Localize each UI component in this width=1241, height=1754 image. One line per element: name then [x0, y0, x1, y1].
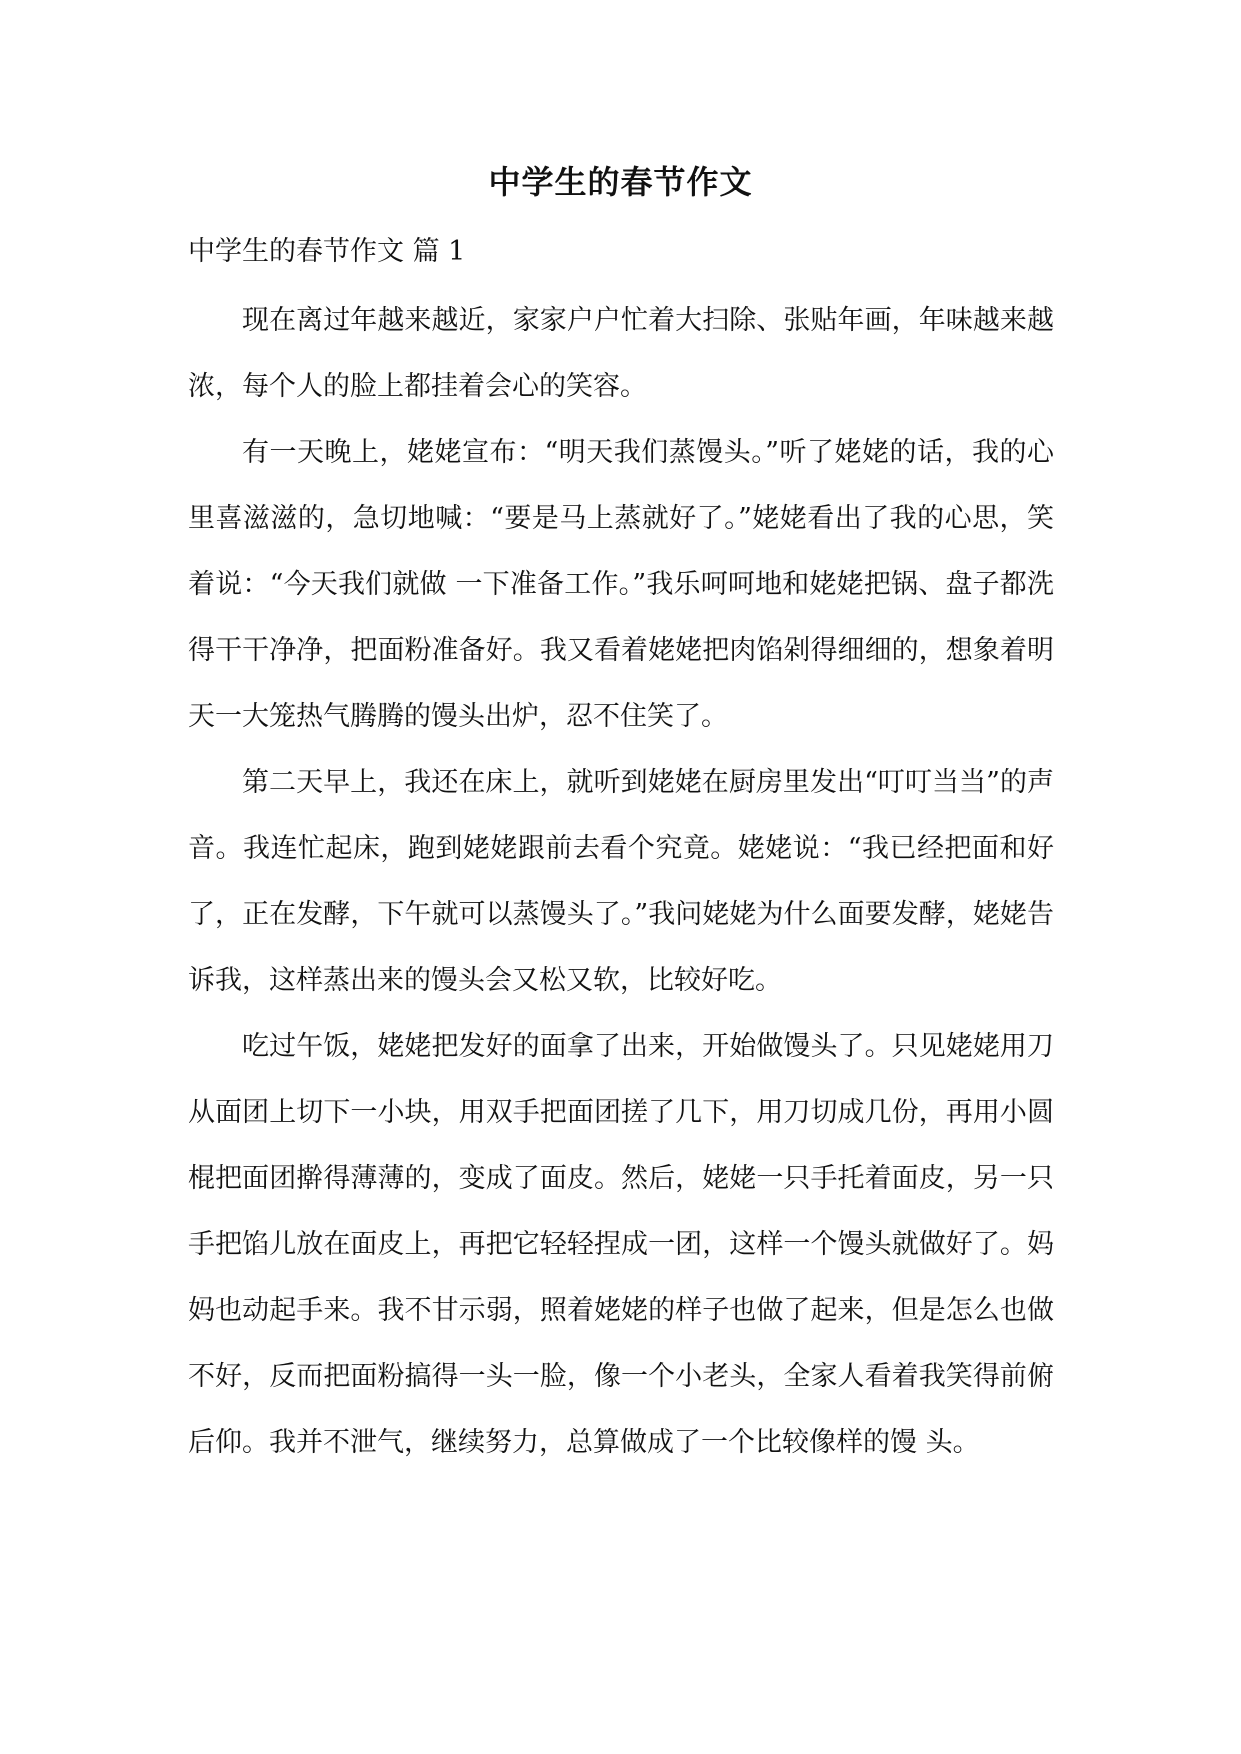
paragraph-1: 现在离过年越来越近，家家户户忙着大扫除、张贴年画，年味越来越浓，每个人的脸上都挂着会心的笑容。: [188, 305, 1054, 402]
paragraph-4: 吃过午饭，姥姥把发好的面拿了出来，开始做馒头了。只见姥姥用刀从面团上切下一小块，用双手把面团搓了几下，用刀切成几份，再用小圆棍把面团擀得薄薄的，变成了面皮。然后，姥姥一只手托着面皮，另一只手把馅儿放在面皮上，再把它轻轻捏成一团，这样一个馒头就做好了。妈妈也动起手来。我不甘示弱，照着姥姥的样子也做了起来，但是怎么也做不好，反而把面粉搞得一头一脸，像一个小老头，全家人看着我笑得前俯后仰。我并不泄气，继续努力，总算做成了一个比较像样的馒 头。: [188, 1031, 1054, 1458]
paragraph-2: 有一天晚上，姥姥宣布：“明天我们蒸馒头。”听了姥姥的话，我的心里喜滋滋的，急切地喊：“要是马上蒸就好了。”姥姥看出了我的心思，笑着说：“今天我们就做 一下准备工作。”我乐呵呵地和姥姥把锅、盘子都洗得干干净净，把面粉准备好。我又看着姥姥把肉馅剁得细细的，想象着明天一大笼热气腾腾的馒头出炉，忍不住笑了。: [188, 437, 1054, 732]
paragraph-3: 第二天早上，我还在床上，就听到姥姥在厨房里发出“叮叮当当”的声音。我连忙起床，跑到姥姥跟前去看个究竟。姥姥说：“我已经把面和好了，正在发酵，下午就可以蒸馒头了。”我问姥姥为什么面要发酵，姥姥告诉我，这样蒸出来的馒头会又松又软，比较好吃。: [188, 767, 1054, 996]
document-body: [188, 288, 1054, 1476]
document-title: 中学生的春节作文: [488, 163, 753, 201]
document-subtitle: 中学生的春节作文 篇 1: [188, 236, 466, 267]
